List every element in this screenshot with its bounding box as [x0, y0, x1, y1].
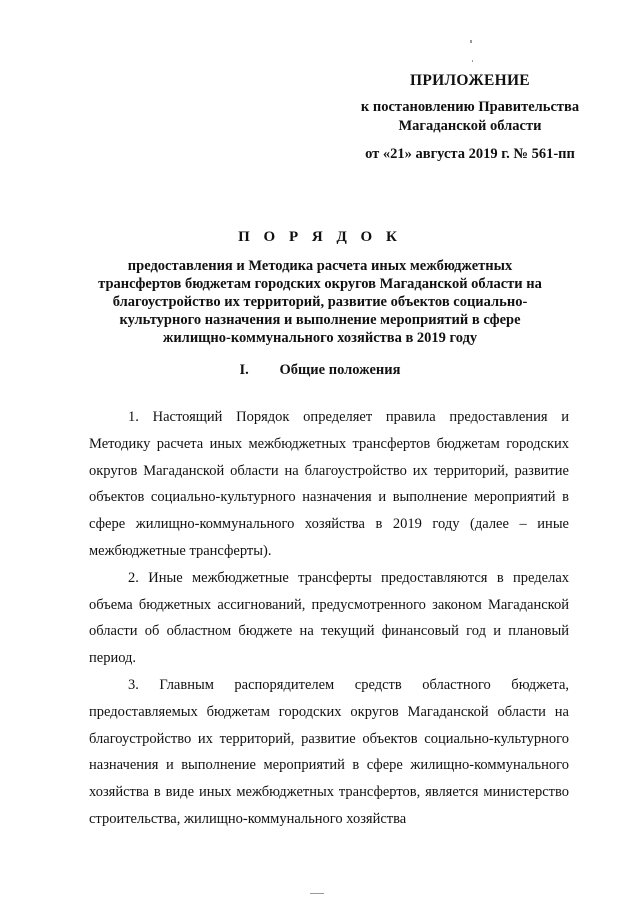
section-heading: [0, 362, 640, 379]
document-title: П О Р Я Д О К: [238, 229, 402, 245]
annex-date-line: от «21» августа 2019 г. № 561-пп: [365, 146, 575, 162]
annex-line-1: к постановлению Правительства: [360, 99, 580, 115]
annex-line-2: Магаданской области: [398, 118, 542, 134]
paragraph-3: 3. Главным распорядителем средств областного бюджета, предоставляемых бюджетам городских округов Магаданской области на благоустройство их территорий, развитие объектов социально-культурного назначения и выполнение мероприятий в сфере жилищно-коммунального хозяйства в виде иных межбюджетных трансфертов, является министерство строительства, жилищно-коммунального хозяйства: [89, 676, 569, 827]
annex-title: ПРИЛОЖЕНИЕ: [410, 72, 530, 89]
section-number: I.: [239, 362, 249, 378]
paragraph-1: 1. Настоящий Порядок определяет правила предоставления и Методику расчета иных межбюджетных трансфертов бюджетам городских округов Магаданской области на благоустройство их территорий, развитие объектов социально-культурного назначения и выполнение мероприятий в сфере жилищно-коммунального хозяйства в 2019 году (далее – иные межбюджетные трансферты).: [89, 409, 569, 559]
scan-speck: [310, 893, 324, 894]
paragraph-2: 2. Иные межбюджетные трансферты предоставляются в пределах объема бюджетных ассигнований, предусмотренного законом Магаданской области об областном бюджете на текущий финансовый год и плановый период.: [89, 569, 569, 667]
scan-speck: [470, 40, 472, 43]
section-title: Общие положения: [279, 362, 401, 378]
annex-reference: [320, 98, 620, 136]
document-subtitle: предоставления и Методика расчета иных межбюджетных трансфертов бюджетам городских округов Магаданской области на благоустройство их территорий, развитие объектов социально-культурного назначения и выполнение мероприятий в сфере жилищно-коммунального хозяйства в 2019 году: [98, 258, 542, 346]
body-text: [89, 404, 569, 833]
scan-speck: [472, 60, 473, 62]
